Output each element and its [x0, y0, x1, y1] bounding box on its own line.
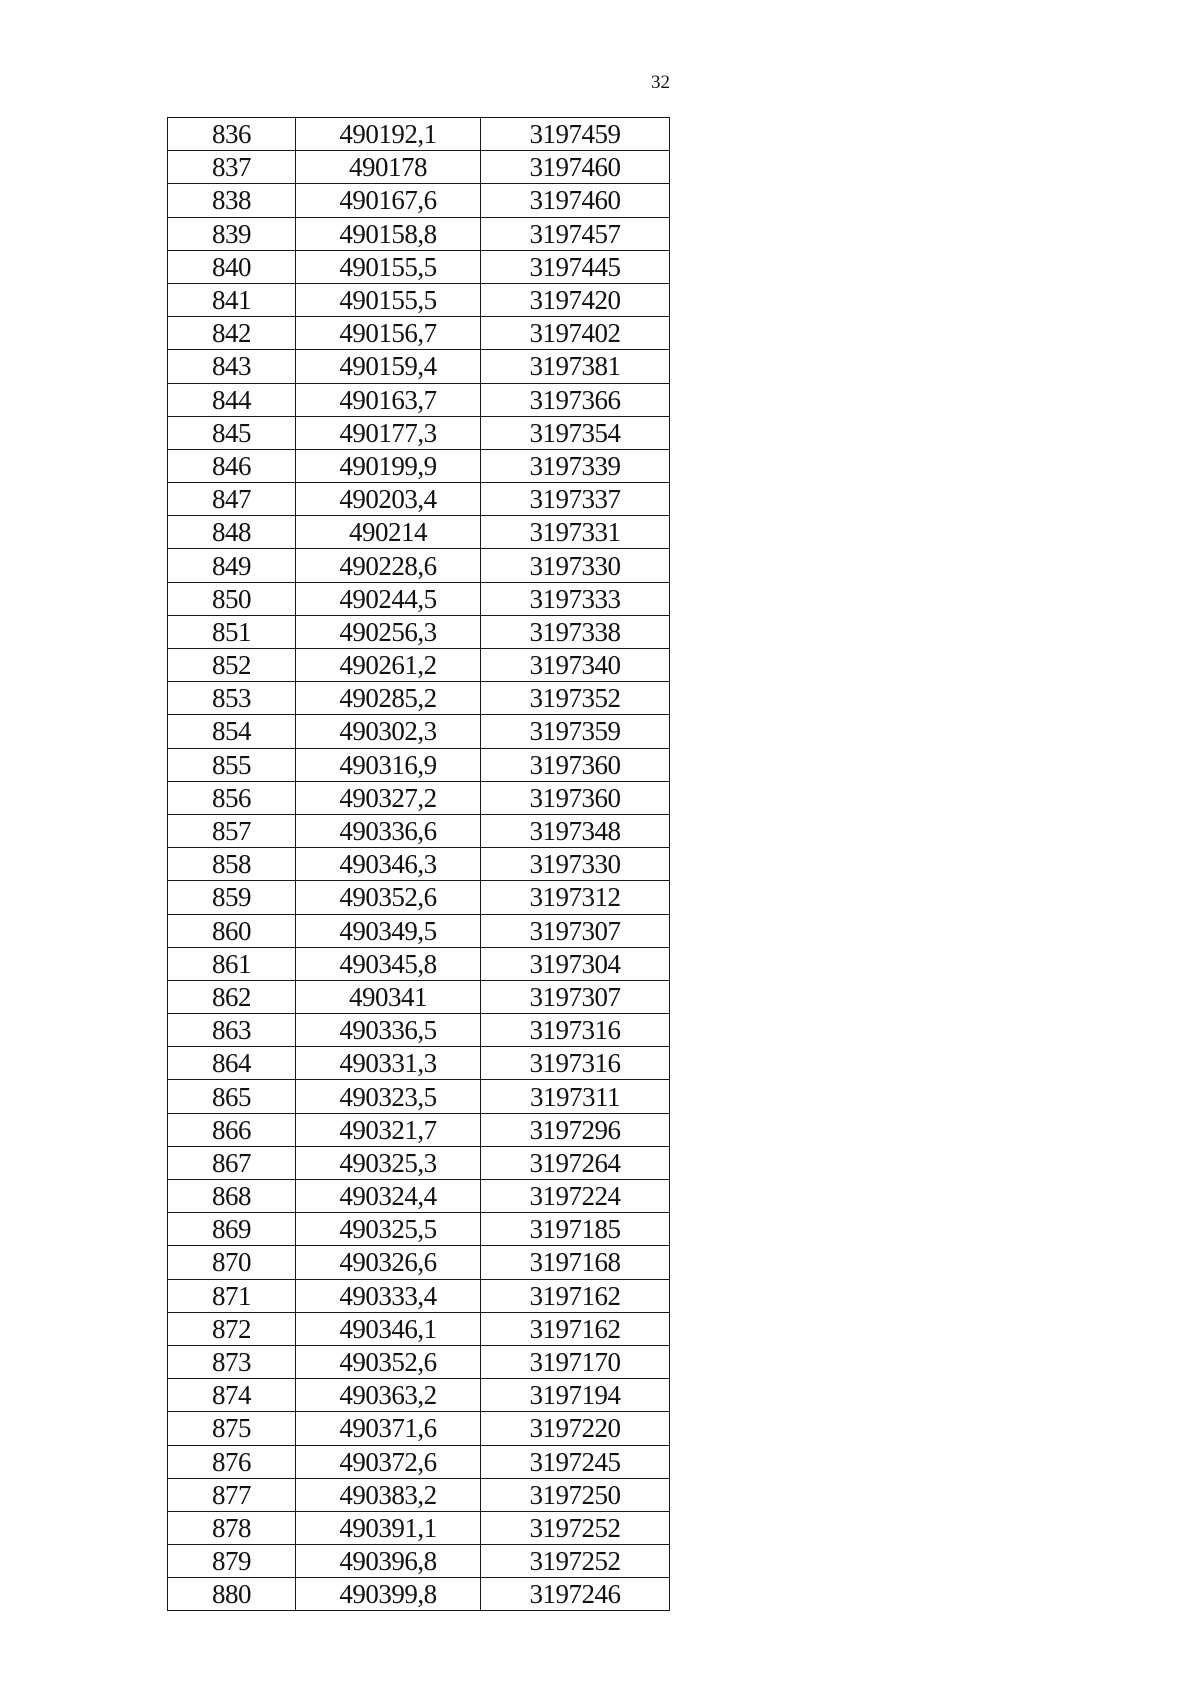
point-number-cell: 862 [168, 980, 296, 1013]
table-row [168, 1445, 670, 1478]
x-coordinate-cell: 490156,7 [296, 317, 481, 350]
table-row [168, 1578, 670, 1611]
y-coordinate-cell: 3197337 [481, 483, 670, 516]
table-row [168, 1279, 670, 1312]
y-coordinate-cell: 3197316 [481, 1014, 670, 1047]
point-number-cell: 840 [168, 250, 296, 283]
point-number-cell: 844 [168, 383, 296, 416]
point-number-cell: 860 [168, 914, 296, 947]
y-coordinate-cell: 3197330 [481, 848, 670, 881]
y-coordinate-cell: 3197311 [481, 1080, 670, 1113]
x-coordinate-cell: 490324,4 [296, 1180, 481, 1213]
y-coordinate-cell: 3197348 [481, 814, 670, 847]
point-number-cell: 879 [168, 1545, 296, 1578]
point-number-cell: 866 [168, 1113, 296, 1146]
table-row [168, 715, 670, 748]
x-coordinate-cell: 490396,8 [296, 1545, 481, 1578]
point-number-cell: 843 [168, 350, 296, 383]
y-coordinate-cell: 3197162 [481, 1279, 670, 1312]
table-row [168, 582, 670, 615]
point-number-cell: 852 [168, 649, 296, 682]
y-coordinate-cell: 3197402 [481, 317, 670, 350]
y-coordinate-cell: 3197366 [481, 383, 670, 416]
table-row [168, 250, 670, 283]
table-row [168, 848, 670, 881]
table-row [168, 516, 670, 549]
point-number-cell: 847 [168, 483, 296, 516]
x-coordinate-cell: 490177,3 [296, 416, 481, 449]
x-coordinate-cell: 490203,4 [296, 483, 481, 516]
x-coordinate-cell: 490331,3 [296, 1047, 481, 1080]
y-coordinate-cell: 3197359 [481, 715, 670, 748]
point-number-cell: 850 [168, 582, 296, 615]
point-number-cell: 839 [168, 217, 296, 250]
x-coordinate-cell: 490199,9 [296, 449, 481, 482]
point-number-cell: 867 [168, 1146, 296, 1179]
table-row [168, 1312, 670, 1345]
table-row [168, 184, 670, 217]
point-number-cell: 878 [168, 1511, 296, 1544]
point-number-cell: 877 [168, 1478, 296, 1511]
point-number-cell: 851 [168, 615, 296, 648]
point-number-cell: 855 [168, 748, 296, 781]
y-coordinate-cell: 3197168 [481, 1246, 670, 1279]
table-row [168, 1047, 670, 1080]
x-coordinate-cell: 490336,6 [296, 814, 481, 847]
x-coordinate-cell: 490336,5 [296, 1014, 481, 1047]
x-coordinate-cell: 490363,2 [296, 1379, 481, 1412]
x-coordinate-cell: 490391,1 [296, 1511, 481, 1544]
table-row [168, 1345, 670, 1378]
point-number-cell: 836 [168, 118, 296, 151]
y-coordinate-cell: 3197333 [481, 582, 670, 615]
y-coordinate-cell: 3197312 [481, 881, 670, 914]
x-coordinate-cell: 490325,5 [296, 1213, 481, 1246]
x-coordinate-cell: 490178 [296, 151, 481, 184]
x-coordinate-cell: 490316,9 [296, 748, 481, 781]
point-number-cell: 845 [168, 416, 296, 449]
point-number-cell: 876 [168, 1445, 296, 1478]
table-row [168, 350, 670, 383]
y-coordinate-cell: 3197331 [481, 516, 670, 549]
table-row [168, 416, 670, 449]
x-coordinate-cell: 490371,6 [296, 1412, 481, 1445]
point-number-cell: 863 [168, 1014, 296, 1047]
point-number-cell: 861 [168, 947, 296, 980]
table-row [168, 1246, 670, 1279]
y-coordinate-cell: 3197185 [481, 1213, 670, 1246]
y-coordinate-cell: 3197330 [481, 549, 670, 582]
table-row [168, 649, 670, 682]
point-number-cell: 870 [168, 1246, 296, 1279]
y-coordinate-cell: 3197304 [481, 947, 670, 980]
table-row [168, 881, 670, 914]
x-coordinate-cell: 490302,3 [296, 715, 481, 748]
x-coordinate-cell: 490349,5 [296, 914, 481, 947]
table-row [168, 748, 670, 781]
x-coordinate-cell: 490383,2 [296, 1478, 481, 1511]
point-number-cell: 871 [168, 1279, 296, 1312]
x-coordinate-cell: 490352,6 [296, 881, 481, 914]
coordinates-table [167, 117, 670, 1611]
y-coordinate-cell: 3197445 [481, 250, 670, 283]
point-number-cell: 849 [168, 549, 296, 582]
x-coordinate-cell: 490192,1 [296, 118, 481, 151]
y-coordinate-cell: 3197459 [481, 118, 670, 151]
table-row [168, 914, 670, 947]
y-coordinate-cell: 3197224 [481, 1180, 670, 1213]
y-coordinate-cell: 3197352 [481, 682, 670, 715]
x-coordinate-cell: 490155,5 [296, 250, 481, 283]
point-number-cell: 848 [168, 516, 296, 549]
point-number-cell: 853 [168, 682, 296, 715]
page-number: 32 [651, 72, 670, 93]
table-row [168, 1113, 670, 1146]
x-coordinate-cell: 490261,2 [296, 649, 481, 682]
x-coordinate-cell: 490352,6 [296, 1345, 481, 1378]
y-coordinate-cell: 3197340 [481, 649, 670, 682]
point-number-cell: 857 [168, 814, 296, 847]
y-coordinate-cell: 3197245 [481, 1445, 670, 1478]
y-coordinate-cell: 3197316 [481, 1047, 670, 1080]
table-row [168, 283, 670, 316]
y-coordinate-cell: 3197338 [481, 615, 670, 648]
point-number-cell: 841 [168, 283, 296, 316]
y-coordinate-cell: 3197162 [481, 1312, 670, 1345]
y-coordinate-cell: 3197420 [481, 283, 670, 316]
table-row [168, 1379, 670, 1412]
x-coordinate-cell: 490333,4 [296, 1279, 481, 1312]
table-row [168, 151, 670, 184]
table-row [168, 549, 670, 582]
point-number-cell: 880 [168, 1578, 296, 1611]
x-coordinate-cell: 490341 [296, 980, 481, 1013]
point-number-cell: 872 [168, 1312, 296, 1345]
x-coordinate-cell: 490321,7 [296, 1113, 481, 1146]
point-number-cell: 859 [168, 881, 296, 914]
coordinates-table-body [168, 118, 670, 1611]
table-row [168, 1180, 670, 1213]
x-coordinate-cell: 490399,8 [296, 1578, 481, 1611]
y-coordinate-cell: 3197360 [481, 748, 670, 781]
table-row [168, 118, 670, 151]
y-coordinate-cell: 3197381 [481, 350, 670, 383]
x-coordinate-cell: 490155,5 [296, 283, 481, 316]
table-row [168, 682, 670, 715]
table-row [168, 980, 670, 1013]
point-number-cell: 856 [168, 781, 296, 814]
point-number-cell: 858 [168, 848, 296, 881]
point-number-cell: 869 [168, 1213, 296, 1246]
y-coordinate-cell: 3197296 [481, 1113, 670, 1146]
table-row [168, 1412, 670, 1445]
table-row [168, 383, 670, 416]
x-coordinate-cell: 490244,5 [296, 582, 481, 615]
y-coordinate-cell: 3197307 [481, 980, 670, 1013]
point-number-cell: 846 [168, 449, 296, 482]
y-coordinate-cell: 3197460 [481, 151, 670, 184]
table-row [168, 615, 670, 648]
table-row [168, 947, 670, 980]
table-row [168, 1014, 670, 1047]
x-coordinate-cell: 490228,6 [296, 549, 481, 582]
table-row [168, 483, 670, 516]
x-coordinate-cell: 490325,3 [296, 1146, 481, 1179]
x-coordinate-cell: 490285,2 [296, 682, 481, 715]
y-coordinate-cell: 3197264 [481, 1146, 670, 1179]
table-row [168, 1545, 670, 1578]
table-row [168, 449, 670, 482]
x-coordinate-cell: 490346,3 [296, 848, 481, 881]
table-row [168, 1478, 670, 1511]
x-coordinate-cell: 490158,8 [296, 217, 481, 250]
x-coordinate-cell: 490163,7 [296, 383, 481, 416]
x-coordinate-cell: 490345,8 [296, 947, 481, 980]
table-row [168, 317, 670, 350]
point-number-cell: 838 [168, 184, 296, 217]
x-coordinate-cell: 490326,6 [296, 1246, 481, 1279]
table-row [168, 1146, 670, 1179]
y-coordinate-cell: 3197360 [481, 781, 670, 814]
point-number-cell: 842 [168, 317, 296, 350]
point-number-cell: 873 [168, 1345, 296, 1378]
table-row [168, 781, 670, 814]
point-number-cell: 865 [168, 1080, 296, 1113]
table-row [168, 1213, 670, 1246]
y-coordinate-cell: 3197246 [481, 1578, 670, 1611]
x-coordinate-cell: 490346,1 [296, 1312, 481, 1345]
table-row [168, 814, 670, 847]
y-coordinate-cell: 3197457 [481, 217, 670, 250]
table-row [168, 217, 670, 250]
point-number-cell: 864 [168, 1047, 296, 1080]
x-coordinate-cell: 490327,2 [296, 781, 481, 814]
y-coordinate-cell: 3197339 [481, 449, 670, 482]
point-number-cell: 837 [168, 151, 296, 184]
x-coordinate-cell: 490372,6 [296, 1445, 481, 1478]
point-number-cell: 875 [168, 1412, 296, 1445]
table-row [168, 1080, 670, 1113]
point-number-cell: 854 [168, 715, 296, 748]
x-coordinate-cell: 490159,4 [296, 350, 481, 383]
y-coordinate-cell: 3197252 [481, 1511, 670, 1544]
x-coordinate-cell: 490214 [296, 516, 481, 549]
x-coordinate-cell: 490167,6 [296, 184, 481, 217]
y-coordinate-cell: 3197460 [481, 184, 670, 217]
x-coordinate-cell: 490323,5 [296, 1080, 481, 1113]
y-coordinate-cell: 3197194 [481, 1379, 670, 1412]
y-coordinate-cell: 3197307 [481, 914, 670, 947]
y-coordinate-cell: 3197220 [481, 1412, 670, 1445]
y-coordinate-cell: 3197170 [481, 1345, 670, 1378]
y-coordinate-cell: 3197354 [481, 416, 670, 449]
y-coordinate-cell: 3197250 [481, 1478, 670, 1511]
point-number-cell: 868 [168, 1180, 296, 1213]
point-number-cell: 874 [168, 1379, 296, 1412]
y-coordinate-cell: 3197252 [481, 1545, 670, 1578]
table-row [168, 1511, 670, 1544]
x-coordinate-cell: 490256,3 [296, 615, 481, 648]
